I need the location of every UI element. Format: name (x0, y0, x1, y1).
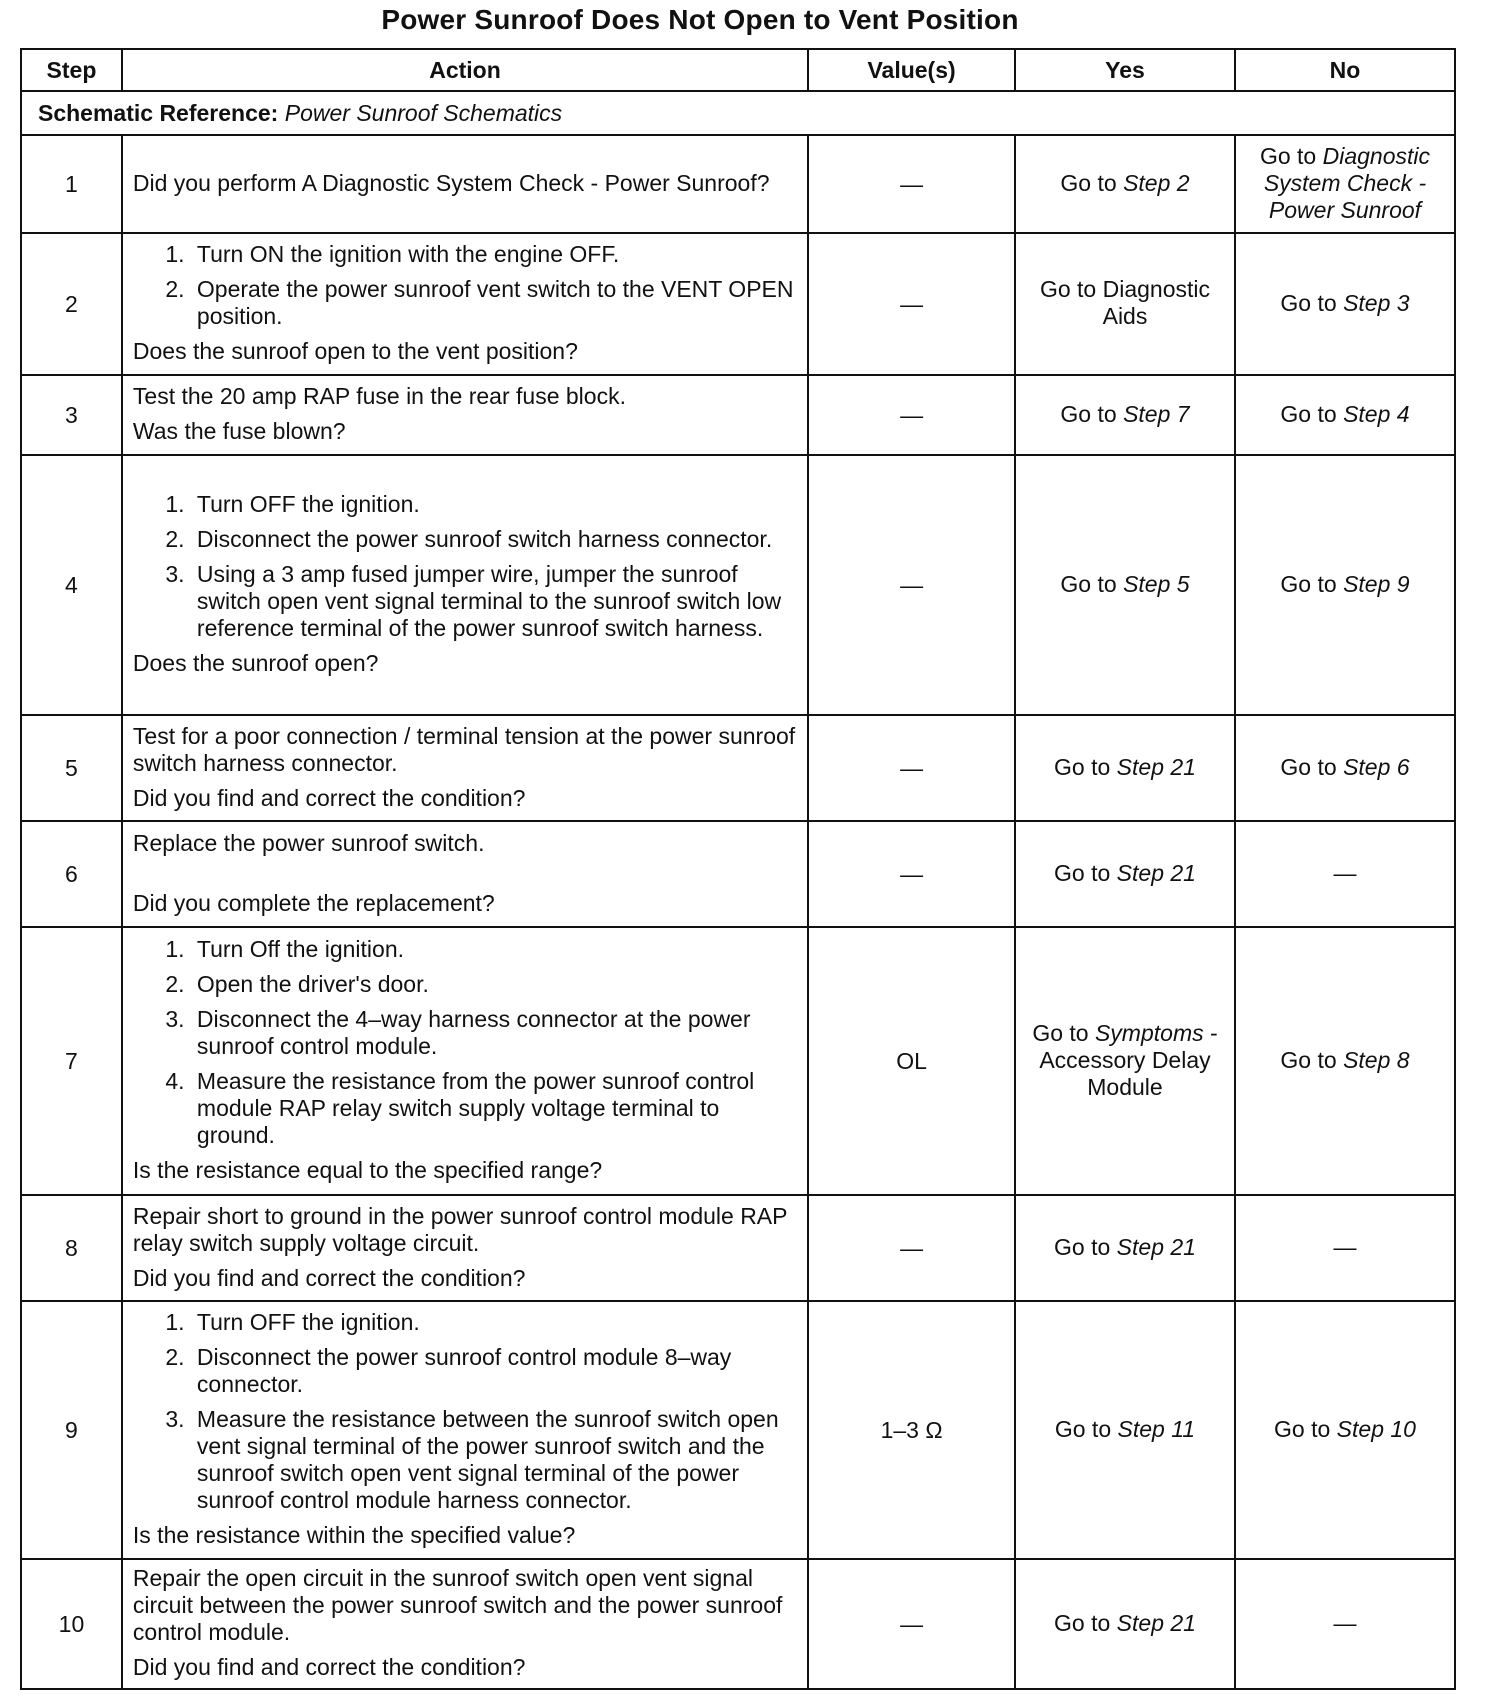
action-cell (122, 715, 808, 821)
table-row (21, 927, 1455, 1195)
header-no: No (1235, 49, 1455, 91)
yes-cell[interactable] (1015, 1559, 1235, 1689)
action-question: Was the fuse blown? (132, 418, 346, 444)
action-cell (122, 455, 808, 715)
yes-prefix: Go to (1054, 1609, 1117, 1636)
no-prefix: Go to (1280, 289, 1344, 316)
action-question: Is the resistance equal to the specified range? (132, 1157, 603, 1183)
no-link[interactable]: Step 3 (1343, 289, 1410, 316)
no-prefix: Go to (1274, 1415, 1337, 1442)
action-cell (122, 1559, 808, 1689)
value-cell: — (808, 233, 1015, 375)
table-row (21, 233, 1455, 375)
step-number: 10 (21, 1559, 122, 1689)
yes-cell[interactable] (1015, 233, 1235, 375)
action-cell (122, 233, 808, 375)
step-number: 1 (21, 135, 122, 233)
step-number: 3 (21, 375, 122, 455)
yes-text[interactable]: Go to Diagnostic Aids (1039, 276, 1210, 329)
no-cell[interactable] (1235, 375, 1455, 455)
diagnostic-table (20, 48, 1456, 1690)
action-cell (122, 927, 808, 1195)
yes-prefix: Go to (1054, 1415, 1118, 1442)
no-prefix: Go to (1280, 1046, 1344, 1073)
yes-prefix: Go to (1060, 570, 1124, 597)
step-number: 4 (21, 455, 122, 715)
substep-list (133, 241, 797, 330)
yes-link[interactable]: Step 21 (1116, 1233, 1196, 1260)
header-step: Step (21, 49, 122, 91)
yes-link[interactable]: Step 11 (1117, 1415, 1196, 1442)
action-question: Does the sunroof open to the vent position? (132, 338, 578, 364)
yes-prefix: Go to (1054, 859, 1117, 886)
value-cell: — (808, 455, 1015, 715)
action-question: Does the sunroof open? (132, 650, 379, 676)
substep: 2. Open the driver's door. (191, 971, 797, 998)
no-link[interactable]: Step 8 (1343, 1046, 1410, 1073)
value-cell: — (808, 135, 1015, 233)
value-cell: — (808, 375, 1015, 455)
yes-cell[interactable] (1015, 821, 1235, 927)
value-cell: OL (808, 927, 1015, 1195)
header-values: Value(s) (808, 49, 1015, 91)
no-cell[interactable] (1235, 135, 1455, 233)
yes-link[interactable]: Step 21 (1116, 1609, 1196, 1636)
action-cell (122, 135, 808, 233)
action-text: Did you perform A Diagnostic System Check - Power Sunroof? (132, 169, 770, 196)
no-link[interactable]: Diagnostic System Check - Power Sunroof (1263, 142, 1431, 223)
step-number: 7 (21, 927, 122, 1195)
table-row (21, 1195, 1455, 1301)
table-row (21, 1301, 1455, 1559)
substep: 3. Measure the resistance between the sunroof switch open vent signal terminal of the power sunroof switch and the sunroof switch open vent signal terminal of the power sunroof control module harness connector. (191, 1406, 797, 1514)
no-cell[interactable] (1235, 233, 1455, 375)
table-row (21, 375, 1455, 455)
no-link[interactable]: Step 10 (1336, 1415, 1416, 1442)
action-text: Test for a poor connection / terminal tension at the power sunroof switch harness connector. (132, 722, 796, 776)
value-cell: — (808, 821, 1015, 927)
step-number: 9 (21, 1301, 122, 1559)
yes-suffix: - Accessory Delay Module (1039, 1019, 1218, 1100)
no-link[interactable]: Step 9 (1343, 570, 1410, 597)
no-prefix: Go to (1280, 400, 1344, 427)
no-prefix: Go to (1280, 570, 1344, 597)
table-row (21, 715, 1455, 821)
table-row (21, 1559, 1455, 1689)
value-cell: — (808, 1559, 1015, 1689)
yes-cell[interactable] (1015, 927, 1235, 1195)
action-cell (122, 1301, 808, 1559)
reference-label: Schematic Reference: (38, 99, 279, 126)
step-number: 6 (21, 821, 122, 927)
action-text: Repair the open circuit in the sunroof switch open vent signal circuit between the power sunroof switch and the power sunroof control module. (132, 1565, 783, 1645)
page-title: Power Sunroof Does Not Open to Vent Position (381, 4, 1019, 35)
yes-link[interactable]: Step 5 (1123, 570, 1190, 597)
substep: 1. Turn Off the ignition. (191, 936, 797, 963)
no-cell: — (1235, 1195, 1455, 1301)
no-link[interactable]: Step 6 (1343, 753, 1410, 780)
yes-link[interactable]: Step 7 (1123, 400, 1190, 427)
action-cell (122, 821, 808, 927)
no-prefix: Go to (1280, 753, 1344, 780)
substep: 3. Using a 3 amp fused jumper wire, jumper the sunroof switch open vent signal terminal to the sunroof switch low reference terminal of the power sunroof switch harness. (191, 561, 797, 642)
no-cell: — (1235, 1559, 1455, 1689)
action-question: Did you find and correct the condition? (132, 1654, 526, 1680)
action-cell (122, 375, 808, 455)
value-cell: 1–3 Ω (808, 1301, 1015, 1559)
substep-list (133, 491, 797, 642)
substep: 2. Disconnect the power sunroof control module 8–way connector. (191, 1344, 797, 1398)
substep-list (133, 936, 797, 1149)
no-cell[interactable] (1235, 715, 1455, 821)
substep: 1. Turn OFF the ignition. (191, 1309, 797, 1336)
step-number: 5 (21, 715, 122, 821)
substep: 1. Turn ON the ignition with the engine OFF. (191, 241, 797, 268)
substep-list (133, 1309, 797, 1514)
schematic-reference (21, 91, 1455, 135)
substep: 1. Turn OFF the ignition. (191, 491, 797, 518)
step-number: 8 (21, 1195, 122, 1301)
header-yes: Yes (1015, 49, 1235, 91)
action-text: Replace the power sunroof switch. (132, 829, 485, 856)
value-cell: — (808, 1195, 1015, 1301)
yes-cell[interactable] (1015, 1301, 1235, 1559)
yes-link[interactable]: Symptoms (1094, 1019, 1204, 1046)
substep: 4. Measure the resistance from the power sunroof control module RAP relay switch supply voltage terminal to ground. (191, 1068, 797, 1149)
substep: 2. Operate the power sunroof vent switch to the VENT OPEN position. (191, 276, 797, 330)
no-link[interactable]: Step 4 (1343, 400, 1410, 427)
action-question: Did you find and correct the condition? (132, 784, 526, 811)
action-text: Repair short to ground in the power sunroof control module RAP relay switch supply voltage circuit. (132, 1202, 788, 1256)
yes-prefix: Go to (1060, 169, 1124, 196)
yes-cell[interactable] (1015, 135, 1235, 233)
yes-link[interactable]: Step 21 (1116, 753, 1196, 780)
header-row (21, 49, 1455, 91)
action-question: Is the resistance within the specified value? (132, 1522, 576, 1548)
no-cell[interactable] (1235, 1301, 1455, 1559)
header-action: Action (122, 49, 808, 91)
yes-prefix: Go to (1032, 1019, 1095, 1046)
yes-cell[interactable] (1015, 375, 1235, 455)
action-question: Did you find and correct the condition? (132, 1264, 526, 1291)
yes-cell[interactable] (1015, 1195, 1235, 1301)
no-prefix: Go to (1259, 142, 1323, 169)
yes-link[interactable]: Step 2 (1123, 169, 1190, 196)
action-cell (122, 1195, 808, 1301)
action-question: Did you complete the replacement? (132, 889, 495, 916)
yes-prefix: Go to (1054, 753, 1117, 780)
reference-link[interactable]: Power Sunroof Schematics (284, 99, 563, 126)
no-cell[interactable] (1235, 455, 1455, 715)
step-number: 2 (21, 233, 122, 375)
table-row (21, 135, 1455, 233)
substep: 2. Disconnect the power sunroof switch harness connector. (191, 526, 797, 553)
action-text: Test the 20 amp RAP fuse in the rear fuse block. (132, 383, 626, 409)
table-row (21, 455, 1455, 715)
substep: 3. Disconnect the 4–way harness connector at the power sunroof control module. (191, 1006, 797, 1060)
yes-cell[interactable] (1015, 455, 1235, 715)
value-cell: — (808, 715, 1015, 821)
yes-link[interactable]: Step 21 (1116, 859, 1196, 886)
no-cell: — (1235, 821, 1455, 927)
yes-prefix: Go to (1054, 1233, 1117, 1260)
schematic-reference-row (21, 91, 1455, 135)
yes-cell[interactable] (1015, 715, 1235, 821)
yes-prefix: Go to (1060, 400, 1124, 427)
no-cell[interactable] (1235, 927, 1455, 1195)
table-row (21, 821, 1455, 927)
